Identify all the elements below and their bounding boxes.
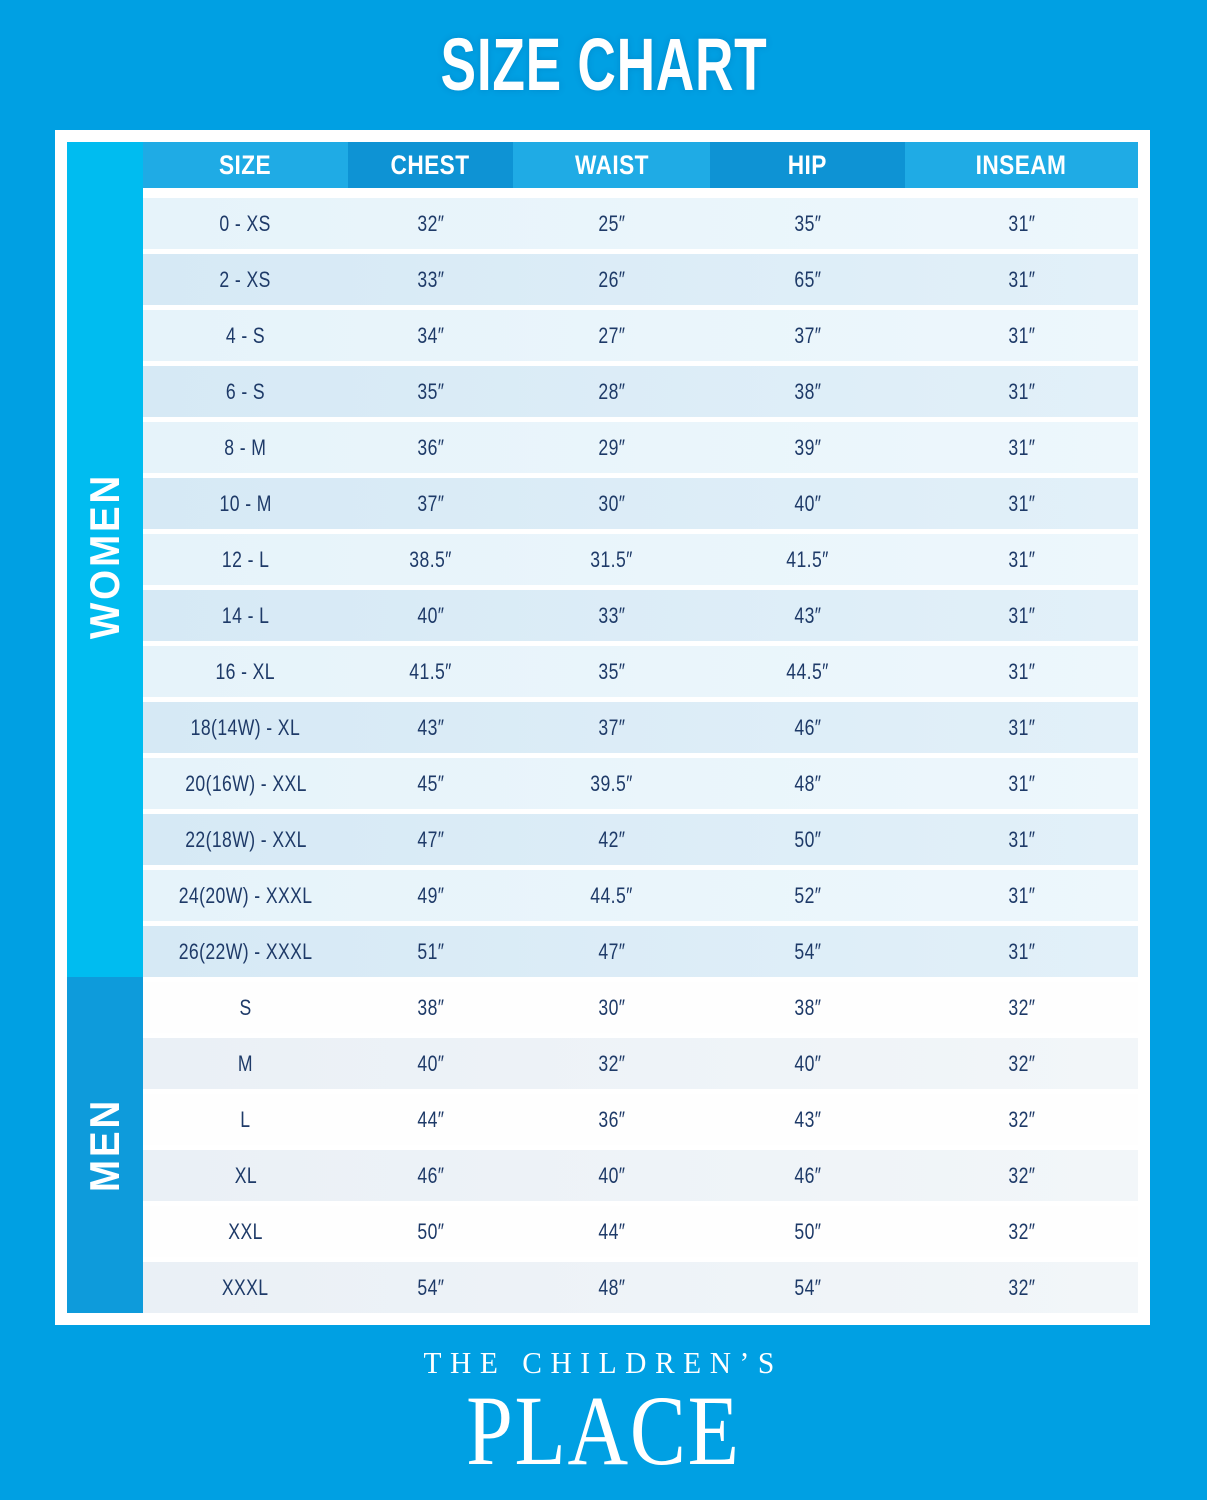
hip-value: 40″	[793, 490, 821, 516]
chest-value: 47″	[416, 826, 444, 852]
size-label: 2 - XS	[219, 266, 272, 292]
inseam-value: 31″	[1007, 434, 1035, 460]
column-header-chest: CHEST	[348, 142, 513, 188]
size-table	[67, 142, 1138, 1313]
waist-value: 47″	[597, 938, 625, 964]
inseam-value: 31″	[1007, 378, 1035, 404]
chest-value: 40″	[416, 1050, 444, 1076]
size-label: 12 - L	[221, 546, 270, 572]
size-row-s	[143, 982, 1138, 1033]
size-row-xxxl	[143, 1262, 1138, 1313]
size-label: 8 - M	[224, 434, 267, 460]
chest-value: 40″	[416, 602, 444, 628]
size-label: 26(22W) - XXXL	[178, 938, 313, 964]
hip-value: 43″	[793, 602, 821, 628]
table-header-row	[143, 142, 1138, 188]
chest-value: 32″	[416, 210, 444, 236]
size-row-16-xl	[143, 646, 1138, 697]
size-label: 6 - S	[225, 378, 266, 404]
chest-value: 45″	[416, 770, 444, 796]
waist-value: 27″	[597, 322, 625, 348]
size-row-14-l	[143, 590, 1138, 641]
chest-value: 51″	[416, 938, 444, 964]
chest-value: 46″	[416, 1162, 444, 1188]
size-row-6-s	[143, 366, 1138, 417]
waist-value: 30″	[597, 994, 625, 1020]
chest-value: 49″	[416, 882, 444, 908]
size-row-12-l	[143, 534, 1138, 585]
size-row-m	[143, 1038, 1138, 1089]
inseam-value: 31″	[1007, 658, 1035, 684]
size-row-20-16w-xxl	[143, 758, 1138, 809]
chest-value: 43″	[416, 714, 444, 740]
inseam-value: 32″	[1007, 1274, 1035, 1300]
inseam-value: 31″	[1007, 490, 1035, 516]
waist-value: 44″	[597, 1218, 625, 1244]
inseam-value: 31″	[1007, 322, 1035, 348]
size-label: XL	[234, 1162, 257, 1188]
size-row-22-18w-xxl	[143, 814, 1138, 865]
size-label: 24(20W) - XXXL	[178, 882, 313, 908]
hip-value: 39″	[793, 434, 821, 460]
inseam-value: 31″	[1007, 882, 1035, 908]
waist-value: 35″	[597, 658, 625, 684]
column-header-hip: HIP	[710, 142, 905, 188]
hip-value: 54″	[793, 938, 821, 964]
hip-value: 35″	[793, 210, 821, 236]
size-label: 20(16W) - XXL	[184, 770, 307, 796]
inseam-value: 32″	[1007, 1218, 1035, 1244]
chest-value: 41.5″	[409, 658, 452, 684]
waist-value: 37″	[597, 714, 625, 740]
waist-value: 25″	[597, 210, 625, 236]
chest-value: 33″	[416, 266, 444, 292]
size-row-10-m	[143, 478, 1138, 529]
size-row-2-xs	[143, 254, 1138, 305]
hip-value: 40″	[793, 1050, 821, 1076]
size-label: 10 - M	[219, 490, 272, 516]
column-header-size: SIZE	[143, 142, 348, 188]
brand-logo	[0, 1345, 1207, 1486]
section-label-women: WOMEN	[81, 472, 128, 640]
size-label: 4 - S	[225, 322, 266, 348]
hip-value: 50″	[793, 826, 821, 852]
inseam-value: 31″	[1007, 770, 1035, 796]
inseam-value: 31″	[1007, 546, 1035, 572]
hip-value: 44.5″	[786, 658, 829, 684]
size-row-18-14w-xl	[143, 702, 1138, 753]
section-label-men: MEN	[81, 1097, 128, 1193]
hip-value: 50″	[793, 1218, 821, 1244]
chest-value: 34″	[416, 322, 444, 348]
inseam-value: 32″	[1007, 1050, 1035, 1076]
waist-value: 44.5″	[590, 882, 633, 908]
size-row-0-xs	[143, 198, 1138, 249]
size-row-24-20w-xxxl	[143, 870, 1138, 921]
hip-value: 38″	[793, 994, 821, 1020]
chest-value: 44″	[416, 1106, 444, 1132]
size-row-xxl	[143, 1206, 1138, 1257]
brand-name-bottom: PLACE	[466, 1375, 741, 1486]
size-label: M	[237, 1050, 254, 1076]
page-title	[0, 22, 1207, 106]
inseam-value: 32″	[1007, 1162, 1035, 1188]
size-label: S	[239, 994, 252, 1020]
chest-value: 35″	[416, 378, 444, 404]
chest-value: 38″	[416, 994, 444, 1020]
size-table-frame	[55, 130, 1150, 1325]
waist-value: 30″	[597, 490, 625, 516]
hip-value: 52″	[793, 882, 821, 908]
waist-value: 36″	[597, 1106, 625, 1132]
hip-value: 65″	[793, 266, 821, 292]
inseam-value: 31″	[1007, 210, 1035, 236]
chest-value: 37″	[416, 490, 444, 516]
waist-value: 31.5″	[590, 546, 633, 572]
size-row-xl	[143, 1150, 1138, 1201]
waist-value: 32″	[597, 1050, 625, 1076]
hip-value: 41.5″	[786, 546, 829, 572]
hip-value: 46″	[793, 1162, 821, 1188]
inseam-value: 31″	[1007, 714, 1035, 740]
hip-value: 54″	[793, 1274, 821, 1300]
chest-value: 36″	[416, 434, 444, 460]
size-label: 14 - L	[221, 602, 270, 628]
waist-value: 33″	[597, 602, 625, 628]
chest-value: 54″	[416, 1274, 444, 1300]
size-label: 18(14W) - XL	[190, 714, 301, 740]
size-label: 16 - XL	[215, 658, 276, 684]
waist-value: 26″	[597, 266, 625, 292]
hip-value: 48″	[793, 770, 821, 796]
inseam-value: 32″	[1007, 1106, 1035, 1132]
size-label: XXL	[228, 1218, 263, 1244]
size-row-8-m	[143, 422, 1138, 473]
inseam-value: 31″	[1007, 602, 1035, 628]
column-header-waist: WAIST	[513, 142, 710, 188]
brand-name-top: THE CHILDREN’S	[423, 1345, 784, 1380]
size-row-26-22w-xxxl	[143, 926, 1138, 977]
size-label: L	[240, 1106, 251, 1132]
table-body	[143, 198, 1138, 1313]
chest-value: 50″	[416, 1218, 444, 1244]
waist-value: 48″	[597, 1274, 625, 1300]
inseam-value: 31″	[1007, 938, 1035, 964]
hip-value: 46″	[793, 714, 821, 740]
waist-value: 40″	[597, 1162, 625, 1188]
hip-value: 43″	[793, 1106, 821, 1132]
size-label: 0 - XS	[219, 210, 272, 236]
inseam-value: 32″	[1007, 994, 1035, 1020]
hip-value: 37″	[793, 322, 821, 348]
waist-value: 39.5″	[590, 770, 633, 796]
size-label: XXXL	[222, 1274, 269, 1300]
size-label: 22(18W) - XXL	[184, 826, 307, 852]
waist-value: 42″	[597, 826, 625, 852]
waist-value: 29″	[597, 434, 625, 460]
waist-value: 28″	[597, 378, 625, 404]
column-header-inseam: INSEAM	[905, 142, 1138, 188]
size-row-l	[143, 1094, 1138, 1145]
inseam-value: 31″	[1007, 826, 1035, 852]
size-row-4-s	[143, 310, 1138, 361]
chest-value: 38.5″	[409, 546, 452, 572]
inseam-value: 31″	[1007, 266, 1035, 292]
page-title-text: SIZE CHART	[440, 22, 767, 106]
hip-value: 38″	[793, 378, 821, 404]
